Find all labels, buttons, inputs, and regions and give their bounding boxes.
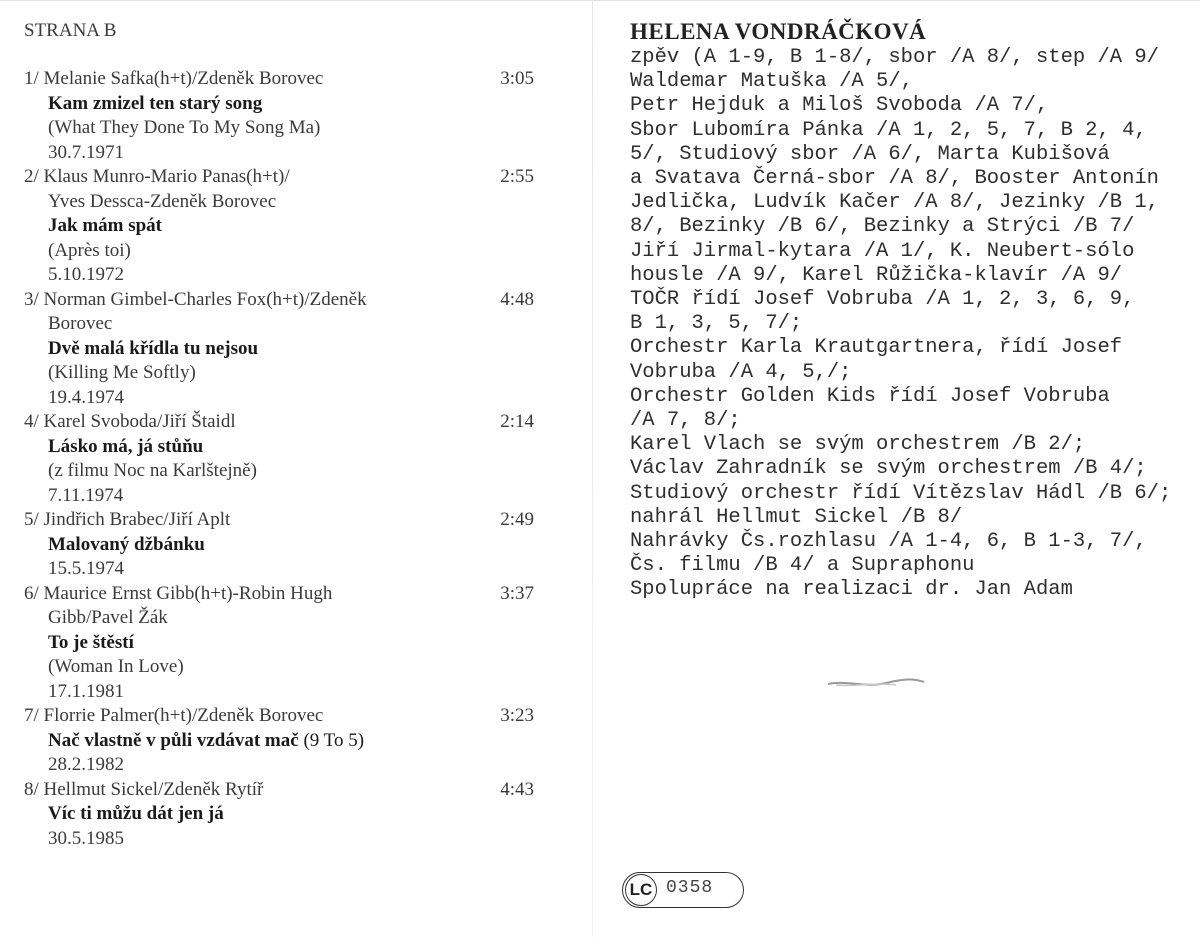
track-date: 28.2.1982 bbox=[48, 754, 124, 775]
credit-line: Čs. filmu /B 4/ a Supraphonu bbox=[630, 554, 975, 578]
credit-line: 8/, Bezinky /B 6/, Bezinky a Strýci /B 7/ bbox=[630, 215, 1135, 239]
track-list bbox=[24, 67, 544, 851]
track-credit-cont: Borovec bbox=[48, 313, 113, 334]
credit-line: Waldemar Matuška /A 5/, bbox=[630, 70, 913, 94]
credit-line: /A 7, 8/; bbox=[630, 409, 741, 433]
artist-name: HELENA VONDRÁČKOVÁ bbox=[630, 19, 927, 44]
lc-mark: LC bbox=[625, 874, 657, 906]
side-b-panel bbox=[0, 0, 578, 937]
credit-line: Petr Hejduk a Miloš Svoboda /A 7/, bbox=[630, 94, 1049, 118]
credit-line: nahrál Hellmut Sickel /B 8/ bbox=[630, 505, 963, 529]
track-original-title: (9 To 5) bbox=[303, 729, 365, 751]
track-original-title: (z filmu Noc na Karlštejně) bbox=[48, 460, 257, 481]
track-credit: 2/ Klaus Munro-Mario Panas(h+t)/ bbox=[24, 166, 290, 187]
credit-line: Jedlička, Ludvík Kačer /A 8/, Jezinky /B 1, bbox=[630, 191, 1159, 215]
credit-line: B 1, 3, 5, 7/; bbox=[630, 312, 803, 336]
track-credit: 8/ Hellmut Sickel/Zdeněk Rytíř bbox=[24, 778, 264, 800]
track-duration: 3:23 bbox=[500, 705, 534, 726]
track-date: 7.11.1974 bbox=[48, 484, 124, 506]
track-date: 30.7.1971 bbox=[48, 141, 124, 163]
track-date: 15.5.1974 bbox=[48, 558, 124, 579]
label-code-logo bbox=[622, 872, 750, 910]
track-title: Víc ti můžu dát jen já bbox=[48, 803, 224, 824]
track-credit: 3/ Norman Gimbel-Charles Fox(h+t)/Zdeněk bbox=[24, 288, 367, 310]
track-item bbox=[24, 67, 544, 165]
track-date: 30.5.1985 bbox=[48, 827, 124, 849]
track-title: Lásko má, já stůňu bbox=[48, 435, 204, 457]
credit-line: Vobruba /A 4, 5,/; bbox=[630, 360, 852, 384]
track-title: Dvě malá křídla tu nejsou bbox=[48, 337, 259, 359]
track-date: 19.4.1974 bbox=[48, 386, 124, 408]
track-duration: 2:49 bbox=[500, 509, 534, 530]
track-duration: 4:43 bbox=[500, 778, 534, 800]
track-original-title: (Après toi) bbox=[48, 239, 131, 261]
credit-line: housle /A 9/, Karel Růžička-klavír /A 9/ bbox=[630, 263, 1123, 287]
track-original-title: (Killing Me Softly) bbox=[48, 362, 196, 383]
credit-line: Nahrávky Čs.rozhlasu /A 1-4, 6, B 1-3, 7/, bbox=[630, 530, 1147, 554]
track-duration: 2:55 bbox=[500, 166, 534, 187]
track-credit-cont: Yves Dessca-Zdeněk Borovec bbox=[48, 190, 277, 212]
credit-line: zpěv (A 1-9, B 1-8/, sbor /A 8/, step /A 9/ bbox=[630, 46, 1159, 69]
track-title: Nač vlastně v půli vzdávat mač bbox=[48, 729, 299, 751]
track-item bbox=[24, 410, 544, 508]
fold-line bbox=[592, 0, 593, 937]
track-credit: 5/ Jindřich Brabec/Jiří Aplt bbox=[24, 509, 231, 530]
track-original-title: (What They Done To My Song Ma) bbox=[48, 117, 321, 138]
credit-line: Spolupráce na realizaci dr. Jan Adam bbox=[630, 578, 1073, 602]
track-original-title: (Woman In Love) bbox=[48, 656, 184, 677]
track-item bbox=[24, 508, 544, 582]
track-title-line bbox=[24, 729, 544, 754]
track-title: To je štěstí bbox=[48, 631, 134, 653]
track-credit: 4/ Karel Svoboda/Jiří Štaidl bbox=[24, 411, 236, 432]
track-credit: 6/ Maurice Ernst Gibb(h+t)-Robin Hugh bbox=[24, 582, 333, 604]
credit-line: Orchestr Golden Kids řídí Josef Vobruba bbox=[630, 384, 1110, 408]
track-duration: 3:05 bbox=[500, 68, 534, 89]
track-credit: 7/ Florrie Palmer(h+t)/Zdeněk Borovec bbox=[24, 705, 324, 726]
credit-line: a Svatava Černá-sbor /A 8/, Booster Antonín bbox=[630, 167, 1159, 191]
credit-line: TOČR řídí Josef Vobruba /A 1, 2, 3, 6, 9, bbox=[630, 288, 1135, 312]
track-credit: 1/ Melanie Safka(h+t)/Zdeněk Borovec bbox=[24, 68, 324, 89]
credit-line: Orchestr Karla Krautgartnera, řídí Josef bbox=[630, 336, 1123, 360]
track-duration: 3:37 bbox=[500, 582, 534, 604]
track-item bbox=[24, 778, 544, 852]
side-title: STRANA B bbox=[24, 20, 117, 41]
track-date: 17.1.1981 bbox=[48, 680, 124, 702]
label-code-number: 0358 bbox=[666, 878, 714, 898]
track-title: Jak mám spát bbox=[48, 215, 163, 236]
credit-line: Sbor Lubomíra Pánka /A 1, 2, 5, 7, B 2, 4, bbox=[630, 118, 1147, 142]
credit-line: Jiří Jirmal-kytara /A 1/, K. Neubert-sólo bbox=[630, 239, 1135, 263]
credit-line: Karel Vlach se svým orchestrem /B 2/; bbox=[630, 433, 1086, 457]
track-title: Kam zmizel ten starý song bbox=[48, 92, 263, 114]
paper-smudge bbox=[826, 676, 926, 690]
track-title: Malovaný džbánku bbox=[48, 533, 205, 555]
track-item bbox=[24, 288, 544, 411]
credit-lines bbox=[630, 46, 1190, 603]
track-credit-cont: Gibb/Pavel Žák bbox=[48, 607, 168, 628]
track-item bbox=[24, 165, 544, 288]
track-date: 5.10.1972 bbox=[48, 264, 124, 285]
credits-panel bbox=[630, 18, 1190, 603]
track-item bbox=[24, 704, 544, 778]
credit-line: Studiový orchestr řídí Vítězslav Hádl /B 6/; bbox=[630, 481, 1172, 505]
credit-line: Václav Zahradník se svým orchestrem /B 4/; bbox=[630, 457, 1147, 481]
track-duration: 2:14 bbox=[500, 411, 534, 432]
track-item bbox=[24, 582, 544, 705]
credit-line: 5/, Studiový sbor /A 6/, Marta Kubišová bbox=[630, 142, 1110, 166]
track-duration: 4:48 bbox=[500, 288, 534, 310]
